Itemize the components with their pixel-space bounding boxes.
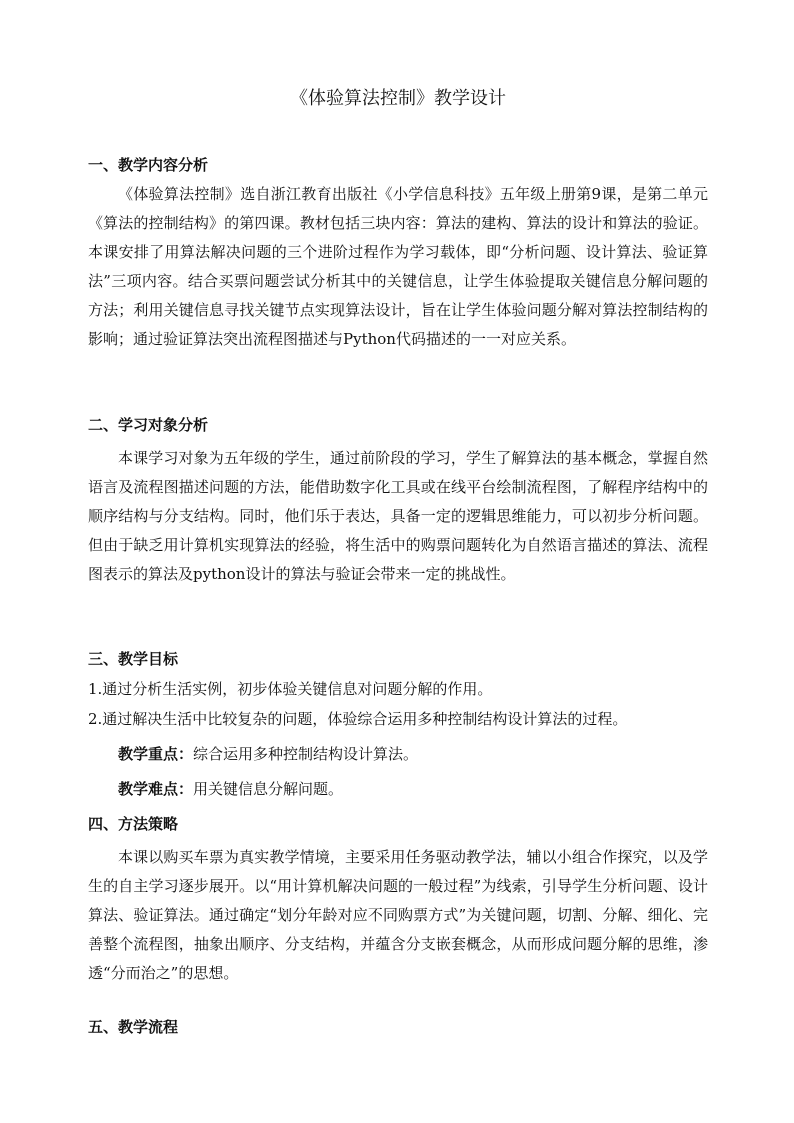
paragraph-content-analysis: 《体验算法控制》选自浙江教育出版社《小学信息科技》五年级上册第9课，是第二单元《算法的控制结构》的第四课。教材包括三块内容：算法的建构、算法的设计和算法的验证。本课安排了用算法解决问题的三个进阶过程作为学习载体，即“分析问题、设计算法、验证算法”三项内容。结合买票问题尝试分析其中的关键信息，让学生体验提取关键信息分解问题的方法；利用关键信息寻找关键节点实现算法设计，旨在让学生体验问题分解对算法控制结构的影响；通过验证算法突出流程图描述与Python代码描述的一一对应关系。 bbox=[88, 185, 708, 348]
section-heading-objectives: 三、教学目标 bbox=[88, 650, 179, 668]
section-heading-methods: 四、方法策略 bbox=[88, 815, 179, 833]
paragraph-methods: 本课以购买车票为真实教学情境，主要采用任务驱动教学法，辅以小组合作探究，以及学生的自主学习逐步展开。以“用计算机解决问题的一般过程”为线索，引导学生分析问题、设计算法、验证算法。通过确定“划分年龄对应不同购票方式”为关键问题，切割、分解、细化、完善整个流程图，抽象出顺序、分支结构，并蕴含分支嵌套概念，从而形成问题分解的思维，渗透“分而治之”的思想。 bbox=[88, 848, 708, 982]
objective-item-2: 2.通过解决生活中比较复杂的问题，体验综合运用多种控制结构设计算法的过程。 bbox=[88, 710, 628, 728]
teaching-focus-label: 教学重点： bbox=[118, 745, 194, 763]
section-heading-content-analysis: 一、教学内容分析 bbox=[88, 156, 209, 174]
teaching-difficulty bbox=[118, 778, 343, 800]
section-heading-learner-analysis: 二、学习对象分析 bbox=[88, 416, 209, 434]
objective-item-1: 1.通过分析生活实例，初步体验关键信息对问题分解的作用。 bbox=[88, 680, 493, 698]
section-heading-process: 五、教学流程 bbox=[88, 1018, 179, 1036]
teaching-difficulty-text: 用关键信息分解问题。 bbox=[193, 780, 344, 798]
paragraph-learner-analysis: 本课学习对象为五年级的学生，通过前阶段的学习，学生了解算法的基本概念，掌握自然语言及流程图描述问题的方法，能借助数字化工具或在线平台绘制流程图，了解程序结构中的顺序结构与分支结构。同时，他们乐于表达，具备一定的逻辑思维能力，可以初步分析问题。但由于缺乏用计算机实现算法的经验，将生活中的购票问题转化为自然语言描述的算法、流程图表示的算法及python设计的算法与验证会带来一定的挑战性。 bbox=[88, 449, 708, 583]
teaching-focus bbox=[118, 743, 418, 765]
teaching-difficulty-label: 教学难点： bbox=[118, 780, 194, 798]
document-title: 《体验算法控制》教学设计 bbox=[290, 88, 506, 109]
teaching-focus-text: 综合运用多种控制结构设计算法。 bbox=[193, 745, 419, 763]
